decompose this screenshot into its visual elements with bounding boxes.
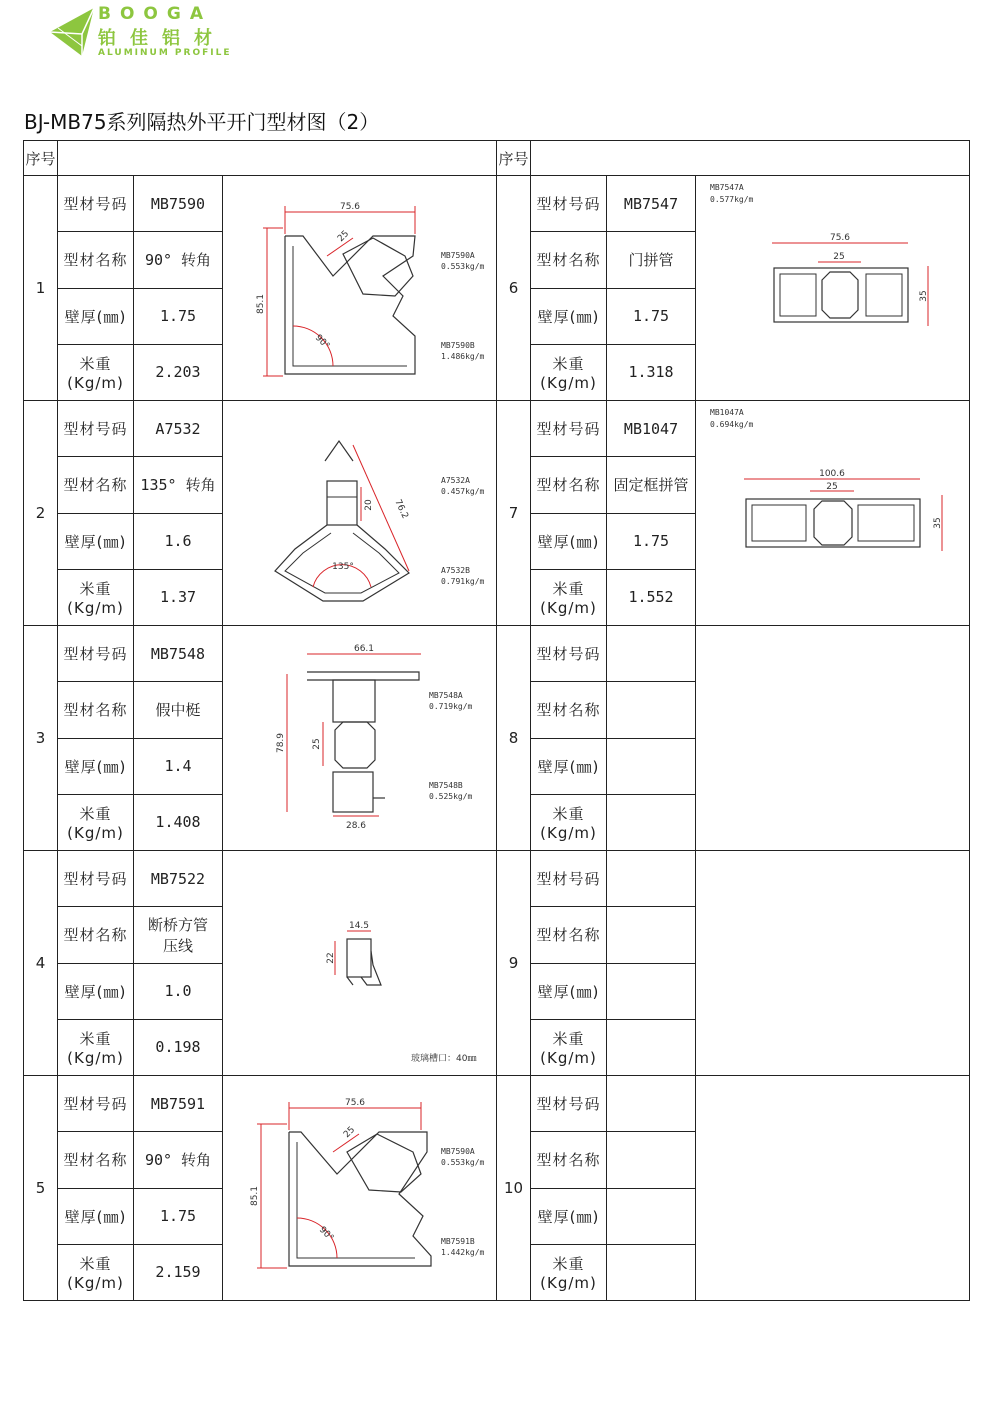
table-row xyxy=(24,626,970,682)
item-number: 2 xyxy=(24,401,58,626)
drawing-cell-7 xyxy=(696,401,970,626)
label-code: 型材号码 xyxy=(58,851,134,907)
profile-spec-table xyxy=(23,140,970,1301)
label-wall: 壁厚(㎜) xyxy=(58,738,134,794)
dim-top: 75.6 xyxy=(339,202,361,212)
dim-top: 100.6 xyxy=(819,469,845,479)
label-name: 型材名称 xyxy=(58,457,134,513)
value-code: MB7590 xyxy=(134,176,223,232)
logo-brand-text: BOOGA xyxy=(98,4,212,24)
dim-side: 85.1 xyxy=(256,293,266,315)
value-name-empty xyxy=(607,1132,696,1188)
value-wall-empty xyxy=(607,738,696,794)
label-code: 型材号码 xyxy=(58,401,134,457)
table-header-row xyxy=(24,141,970,176)
drawing-cell-10-empty xyxy=(696,1076,970,1301)
label-name: 型材名称 xyxy=(58,907,134,963)
part-code: MB1047A xyxy=(710,408,744,417)
value-weight: 0.198 xyxy=(134,1019,223,1075)
part-a-code: MB7590A xyxy=(441,251,475,260)
table-row xyxy=(24,401,970,457)
value-name: 135° 转角 xyxy=(134,457,223,513)
profile-drawing-glazing-bead xyxy=(223,851,497,1075)
label-name: 型材名称 xyxy=(531,232,607,288)
dim-mid: 25 xyxy=(826,482,838,492)
value-wall: 1.75 xyxy=(607,513,696,569)
label-name: 型材名称 xyxy=(58,682,134,738)
brand-logo xyxy=(48,4,278,64)
dim-top: 14.5 xyxy=(348,921,370,931)
dim-top: 75.6 xyxy=(344,1098,366,1108)
value-weight: 2.159 xyxy=(134,1244,223,1300)
dim-side: 78.9 xyxy=(276,732,286,754)
part-b-weight: 1.486kg/m xyxy=(441,352,485,361)
value-code: MB7548 xyxy=(134,626,223,682)
header-blank-right xyxy=(531,141,970,176)
drawing-cell-2 xyxy=(223,401,497,626)
part-b-code: A7532B xyxy=(441,566,470,575)
label-name: 型材名称 xyxy=(531,682,607,738)
header-no-left: 序号 xyxy=(24,141,58,176)
part-a-code: MB7548A xyxy=(429,691,463,700)
dim-side: 22 xyxy=(326,952,336,964)
value-wall: 1.75 xyxy=(607,288,696,344)
dim-mid: 25 xyxy=(312,738,322,750)
value-weight: 1.37 xyxy=(134,569,223,625)
part-weight: 0.694kg/m xyxy=(710,420,754,429)
table-row xyxy=(24,176,970,232)
header-no-right: 序号 xyxy=(497,141,531,176)
value-code: A7532 xyxy=(134,401,223,457)
header-blank-left xyxy=(58,141,497,176)
value-wall: 1.0 xyxy=(134,963,223,1019)
value-weight-empty xyxy=(607,794,696,850)
label-code: 型材号码 xyxy=(531,176,607,232)
item-number: 9 xyxy=(497,851,531,1076)
part-a-weight: 0.553kg/m xyxy=(441,262,485,271)
value-name-empty xyxy=(607,907,696,963)
table-row xyxy=(24,851,970,907)
dim-side: 35 xyxy=(919,290,930,302)
drawing-cell-1 xyxy=(223,176,497,401)
label-wall: 壁厚(㎜) xyxy=(58,963,134,1019)
item-number: 1 xyxy=(24,176,58,401)
part-a-weight: 0.457kg/m xyxy=(441,487,485,496)
dim-bottom: 28.6 xyxy=(345,821,367,831)
label-name: 型材名称 xyxy=(531,907,607,963)
part-a-weight: 0.719kg/m xyxy=(429,702,473,711)
value-name: 固定框拼管 xyxy=(607,457,696,513)
part-b-weight: 0.525kg/m xyxy=(429,792,473,801)
label-weight: 米重 (Kg/m) xyxy=(531,794,607,850)
label-code: 型材号码 xyxy=(531,851,607,907)
value-code: MB1047 xyxy=(607,401,696,457)
label-weight: 米重 (Kg/m) xyxy=(531,1019,607,1075)
dim-top: 66.1 xyxy=(353,644,375,654)
value-name: 假中梃 xyxy=(134,682,223,738)
value-name: 断桥方管 压线 xyxy=(134,907,223,963)
angle-label: 90° xyxy=(312,333,332,352)
part-b-weight: 0.791kg/m xyxy=(441,577,485,586)
label-code: 型材号码 xyxy=(58,626,134,682)
value-wall: 1.6 xyxy=(134,513,223,569)
label-weight: 米重 (Kg/m) xyxy=(531,1244,607,1300)
label-code: 型材号码 xyxy=(531,401,607,457)
value-weight: 2.203 xyxy=(134,344,223,400)
part-a-weight: 0.553kg/m xyxy=(441,1158,485,1167)
item-number: 8 xyxy=(497,626,531,851)
part-weight: 0.577kg/m xyxy=(710,195,754,204)
label-wall: 壁厚(㎜) xyxy=(58,513,134,569)
logo-english-text: ALUMINUM PROFILE xyxy=(98,48,232,58)
label-wall: 壁厚(㎜) xyxy=(531,1188,607,1244)
part-code: MB7547A xyxy=(710,183,744,192)
dim-side: 85.1 xyxy=(250,1185,260,1207)
label-wall: 壁厚(㎜) xyxy=(531,513,607,569)
value-code: MB7591 xyxy=(134,1076,223,1132)
part-a-code: A7532A xyxy=(441,476,470,485)
profile-drawing-90-corner xyxy=(223,176,497,400)
drawing-cell-6 xyxy=(696,176,970,401)
value-wall: 1.75 xyxy=(134,288,223,344)
value-name: 门拼管 xyxy=(607,232,696,288)
part-a-code: MB7590A xyxy=(441,1147,475,1156)
label-name: 型材名称 xyxy=(531,1132,607,1188)
glazing-note: 玻璃槽口：40㎜ xyxy=(411,1054,477,1064)
item-number: 7 xyxy=(497,401,531,626)
label-name: 型材名称 xyxy=(531,457,607,513)
drawing-cell-9-empty xyxy=(696,851,970,1076)
document-title: BJ-MB75系列隔热外平开门型材图（2） xyxy=(24,110,380,134)
drawing-cell-3 xyxy=(223,626,497,851)
value-wall-empty xyxy=(607,963,696,1019)
dim-inner: 20 xyxy=(364,499,374,511)
drawing-cell-8-empty xyxy=(696,626,970,851)
angle-label: 90° xyxy=(316,1225,336,1244)
item-number: 10 xyxy=(497,1076,531,1301)
part-b-code: MB7590B xyxy=(441,341,475,350)
item-number: 3 xyxy=(24,626,58,851)
dim-top: 75.6 xyxy=(829,233,851,243)
value-wall-empty xyxy=(607,1188,696,1244)
part-b-weight: 1.442kg/m xyxy=(441,1248,485,1257)
label-weight: 米重 (Kg/m) xyxy=(531,344,607,400)
item-number: 4 xyxy=(24,851,58,1076)
value-name: 90° 转角 xyxy=(134,232,223,288)
label-weight: 米重 (Kg/m) xyxy=(58,1244,134,1300)
dim-mid: 25 xyxy=(833,252,845,262)
dim-diag: 76.2 xyxy=(392,498,410,521)
profile-drawing-fixed-frame-joint xyxy=(696,401,970,625)
profile-drawing-135-corner xyxy=(223,401,497,625)
value-code-empty xyxy=(607,626,696,682)
value-wall: 1.4 xyxy=(134,738,223,794)
logo-leaf-icon xyxy=(48,4,96,60)
label-wall: 壁厚(㎜) xyxy=(531,738,607,794)
value-code: MB7547 xyxy=(607,176,696,232)
label-weight: 米重 (Kg/m) xyxy=(58,569,134,625)
label-weight: 米重 (Kg/m) xyxy=(58,794,134,850)
drawing-cell-5 xyxy=(223,1076,497,1301)
value-weight-empty xyxy=(607,1244,696,1300)
logo-chinese-text: 铂佳铝材 xyxy=(98,28,226,49)
value-weight: 1.552 xyxy=(607,569,696,625)
label-code: 型材号码 xyxy=(531,626,607,682)
table-row xyxy=(24,1076,970,1132)
value-weight-empty xyxy=(607,1019,696,1075)
profile-drawing-false-mullion xyxy=(223,626,497,850)
label-code: 型材号码 xyxy=(58,176,134,232)
label-wall: 壁厚(㎜) xyxy=(58,288,134,344)
value-code-empty xyxy=(607,1076,696,1132)
label-wall: 壁厚(㎜) xyxy=(531,963,607,1019)
profile-drawing-90-corner-b xyxy=(223,1076,497,1300)
value-code-empty xyxy=(607,851,696,907)
profile-drawing-door-joint xyxy=(696,176,970,400)
value-code: MB7522 xyxy=(134,851,223,907)
value-name: 90° 转角 xyxy=(134,1132,223,1188)
label-wall: 壁厚(㎜) xyxy=(531,288,607,344)
drawing-cell-4 xyxy=(223,851,497,1076)
label-name: 型材名称 xyxy=(58,1132,134,1188)
label-weight: 米重 (Kg/m) xyxy=(58,344,134,400)
value-name-empty xyxy=(607,682,696,738)
label-weight: 米重 (Kg/m) xyxy=(531,569,607,625)
item-number: 6 xyxy=(497,176,531,401)
label-wall: 壁厚(㎜) xyxy=(58,1188,134,1244)
value-wall: 1.75 xyxy=(134,1188,223,1244)
label-weight: 米重 (Kg/m) xyxy=(58,1019,134,1075)
part-b-code: MB7591B xyxy=(441,1237,475,1246)
item-number: 5 xyxy=(24,1076,58,1301)
value-weight: 1.408 xyxy=(134,794,223,850)
value-weight: 1.318 xyxy=(607,344,696,400)
dim-diag: 25 xyxy=(336,228,352,245)
label-name: 型材名称 xyxy=(58,232,134,288)
dim-diag: 25 xyxy=(342,1124,358,1141)
part-b-code: MB7548B xyxy=(429,781,463,790)
label-code: 型材号码 xyxy=(531,1076,607,1132)
angle-label: 135° xyxy=(332,562,354,572)
label-code: 型材号码 xyxy=(58,1076,134,1132)
dim-side: 35 xyxy=(933,517,944,529)
